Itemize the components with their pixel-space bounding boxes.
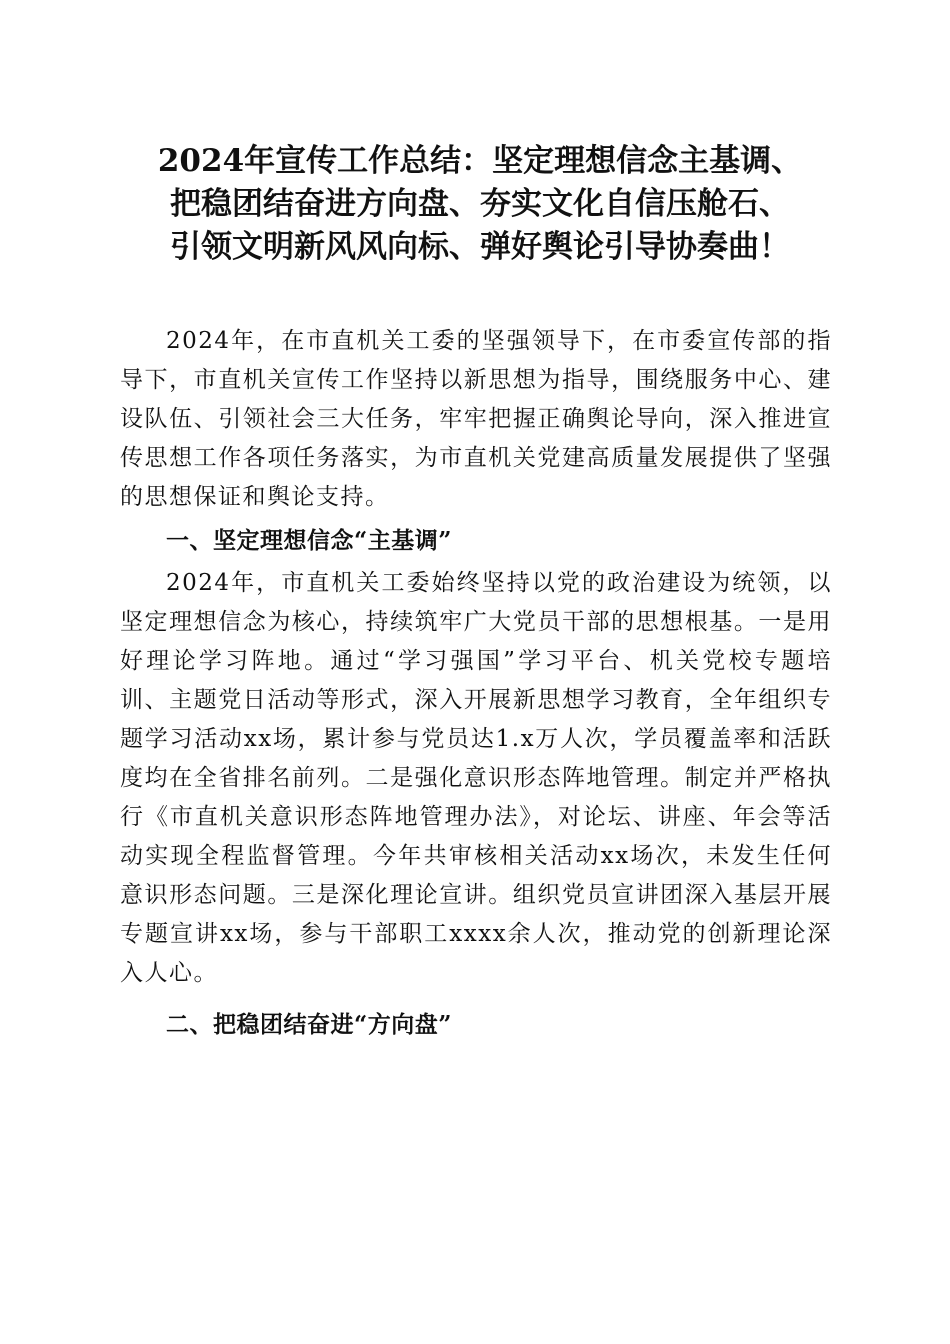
section-1-paragraph: 2024年，市直机关工委始终坚持以党的政治建设为统领，以坚定理想信念为核心，持续筑牢广大党员干部的思想根基。一是用好理论学习阵地。通过“学习强国”学习平台、机关党校专题培训、主题党日活动等形式，深入开展新思想学习教育，全年组织专题学习活动xx场，累计参与党员达1.x万人次，学员覆盖率和活跃度均在全省排名前列。二是强化意识形态阵地管理。制定并严格执行《市直机关意识形态阵地管理办法》，对论坛、讲座、年会等活动实现全程监督管理。今年共审核相关活动xx场次，未发生任何意识形态问题。三是深化理论宣讲。组织党员宣讲团深入基层开展专题宣讲xx场，参与干部职工xxxx余人次，推动党的创新理论深入人心。 bbox=[120, 570, 832, 986]
title-line-3: 引领文明新风风向标、弹好舆论引导协奏曲！ bbox=[170, 229, 790, 265]
title-line-1: 2024年宣传工作总结：坚定理想信念主基调、 bbox=[157, 143, 803, 179]
title-line-2: 把稳团结奋进方向盘、夯实文化自信压舱石、 bbox=[170, 186, 790, 222]
document-body bbox=[120, 322, 832, 1044]
document-title bbox=[120, 140, 840, 269]
section-2-heading: 二、把稳团结奋进“方向盘” bbox=[166, 1011, 452, 1038]
section-1-heading: 一、坚定理想信念“主基调” bbox=[166, 527, 452, 554]
intro-paragraph: 2024年，在市直机关工委的坚强领导下，在市委宣传部的指导下，市直机关宣传工作坚持以新思想为指导，围绕服务中心、建设队伍、引领社会三大任务，牢牢把握正确舆论导向，深入推进宣传思想工作各项任务落实，为市直机关党建高质量发展提供了坚强的思想保证和舆论支持。 bbox=[120, 328, 832, 510]
